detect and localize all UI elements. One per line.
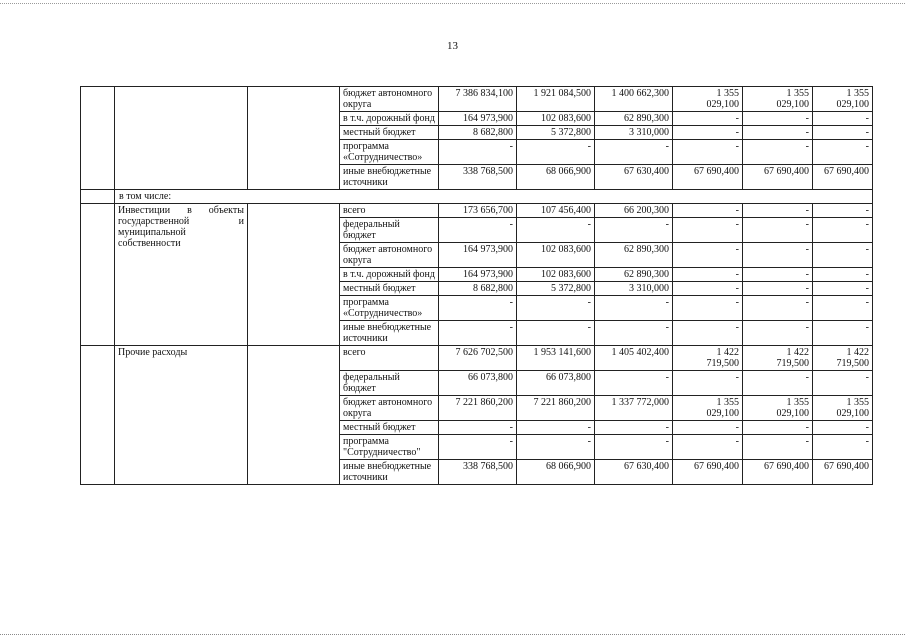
value-cell: [743, 218, 813, 243]
funding-source-cell: программа «Сотрудничество»: [340, 296, 439, 321]
value-text: -: [587, 322, 591, 333]
value-text: 1 422 719,500: [706, 347, 739, 369]
value-cell: [517, 243, 595, 268]
value-text: -: [509, 422, 513, 433]
value-cell: [439, 460, 517, 485]
value-cell: [673, 126, 743, 140]
value-cell: [743, 282, 813, 296]
value-text: 1 355 029,100: [706, 397, 739, 419]
value-text: -: [865, 436, 869, 447]
scan-edge-top: [0, 3, 905, 4]
value-cell: [743, 421, 813, 435]
value-text: 1 355 029,100: [776, 88, 809, 110]
value-text: 62 890,300: [624, 113, 669, 124]
value-text: 164 973,900: [463, 244, 513, 255]
value-cell: [517, 112, 595, 126]
value-text: -: [735, 127, 739, 138]
value-cell: [595, 321, 673, 346]
funding-source-cell: иные внебюджетные источники: [340, 460, 439, 485]
value-text: 66 073,800: [468, 372, 513, 383]
value-cell: [517, 435, 595, 460]
value-text: 66 073,800: [546, 372, 591, 383]
value-cell: [439, 346, 517, 371]
value-cell: [673, 112, 743, 126]
value-cell: [517, 218, 595, 243]
value-cell: [439, 218, 517, 243]
value-text: 1 355 029,100: [836, 397, 869, 419]
value-cell: [813, 112, 873, 126]
value-cell: [813, 87, 873, 112]
value-cell: [673, 421, 743, 435]
value-text: -: [865, 372, 869, 383]
value-cell: [673, 268, 743, 282]
value-cell: [439, 435, 517, 460]
value-text: 66 200,300: [624, 205, 669, 216]
value-cell: [517, 140, 595, 165]
value-cell: [743, 435, 813, 460]
page-number: 13: [447, 40, 458, 52]
value-cell: [439, 112, 517, 126]
value-cell: [673, 460, 743, 485]
value-text: 7 221 860,200: [455, 397, 513, 408]
value-cell: [813, 165, 873, 190]
value-cell: [439, 140, 517, 165]
value-text: -: [805, 244, 809, 255]
value-cell: [595, 346, 673, 371]
value-cell: [673, 396, 743, 421]
investments-name: Инвестиции в объекты государственной и муниципальной собственности: [115, 204, 248, 346]
value-text: 67 630,400: [624, 166, 669, 177]
funding-source-cell: иные внебюджетные источники: [340, 165, 439, 190]
value-text: -: [865, 244, 869, 255]
value-cell: [517, 371, 595, 396]
funding-source-cell: местный бюджет: [340, 126, 439, 140]
value-text: -: [587, 297, 591, 308]
value-text: 1 422 719,500: [836, 347, 869, 369]
value-cell: [595, 165, 673, 190]
value-text: -: [509, 322, 513, 333]
value-text: -: [735, 113, 739, 124]
value-text: -: [865, 113, 869, 124]
value-text: -: [665, 141, 669, 152]
value-cell: [439, 321, 517, 346]
funding-source-cell: бюджет автономного округа: [340, 243, 439, 268]
value-cell: [743, 204, 813, 218]
value-cell: [743, 165, 813, 190]
value-text: -: [735, 219, 739, 230]
value-text: -: [865, 141, 869, 152]
value-cell: [813, 243, 873, 268]
value-text: 102 083,600: [541, 269, 591, 280]
funding-source-cell: бюджет автономного округа: [340, 87, 439, 112]
value-cell: [595, 87, 673, 112]
value-text: 338 768,500: [463, 461, 513, 472]
value-cell: [813, 396, 873, 421]
value-text: -: [587, 219, 591, 230]
value-text: -: [805, 219, 809, 230]
value-cell: [743, 87, 813, 112]
value-text: 67 630,400: [624, 461, 669, 472]
value-text: 1 405 402,400: [611, 347, 669, 358]
value-text: 8 682,800: [473, 283, 513, 294]
value-cell: [595, 282, 673, 296]
value-text: -: [735, 372, 739, 383]
value-cell: [517, 87, 595, 112]
value-text: -: [865, 422, 869, 433]
scan-edge-bottom: [0, 634, 905, 635]
value-text: -: [805, 283, 809, 294]
value-cell: [813, 346, 873, 371]
value-text: -: [805, 297, 809, 308]
value-cell: [673, 204, 743, 218]
value-cell: [439, 165, 517, 190]
value-text: 1 422 719,500: [776, 347, 809, 369]
value-text: -: [805, 113, 809, 124]
value-text: 1 355 029,100: [706, 88, 739, 110]
value-cell: [813, 321, 873, 346]
value-cell: [743, 460, 813, 485]
funding-source-cell: федеральный бюджет: [340, 218, 439, 243]
table-body: [81, 87, 873, 485]
value-text: 5 372,800: [551, 127, 591, 138]
value-cell: [595, 435, 673, 460]
value-text: 67 690,400: [694, 166, 739, 177]
executor-cell: [248, 346, 340, 485]
value-text: 7 221 860,200: [533, 397, 591, 408]
value-cell: [673, 282, 743, 296]
value-cell: [813, 371, 873, 396]
value-text: -: [805, 269, 809, 280]
number-cell: [81, 346, 115, 485]
value-cell: [595, 268, 673, 282]
value-cell: [813, 435, 873, 460]
value-cell: [673, 243, 743, 268]
value-cell: [595, 218, 673, 243]
value-cell: [517, 126, 595, 140]
value-text: 1 355 029,100: [776, 397, 809, 419]
value-cell: [673, 321, 743, 346]
value-text: 5 372,800: [551, 283, 591, 294]
value-cell: [517, 396, 595, 421]
section-row: [81, 190, 873, 204]
value-cell: [813, 268, 873, 282]
value-cell: [595, 296, 673, 321]
funding-source-cell: всего: [340, 204, 439, 218]
value-text: -: [509, 219, 513, 230]
value-cell: [673, 296, 743, 321]
value-cell: [743, 268, 813, 282]
value-text: -: [805, 322, 809, 333]
value-text: -: [805, 141, 809, 152]
value-cell: [439, 243, 517, 268]
value-cell: [743, 243, 813, 268]
value-cell: [743, 296, 813, 321]
value-cell: [439, 87, 517, 112]
item-name-cell: [115, 87, 248, 190]
value-cell: [743, 321, 813, 346]
funding-source-cell: в т.ч. дорожный фонд: [340, 112, 439, 126]
value-text: -: [509, 436, 513, 447]
value-text: -: [865, 127, 869, 138]
value-cell: [595, 204, 673, 218]
value-cell: [743, 371, 813, 396]
number-cell: [81, 87, 115, 190]
value-text: 102 083,600: [541, 113, 591, 124]
value-cell: [813, 282, 873, 296]
value-cell: [517, 165, 595, 190]
table-row: [81, 87, 873, 112]
value-text: -: [865, 322, 869, 333]
executor-cell: [248, 204, 340, 346]
value-text: -: [587, 422, 591, 433]
value-text: 7 386 834,100: [455, 88, 513, 99]
funding-source-cell: иные внебюджетные источники: [340, 321, 439, 346]
number-cell: [81, 204, 115, 346]
value-text: 68 066,900: [546, 166, 591, 177]
value-cell: [517, 268, 595, 282]
value-text: -: [665, 322, 669, 333]
value-text: 67 690,400: [694, 461, 739, 472]
funding-source-cell: программа "Сотрудничество": [340, 435, 439, 460]
value-text: -: [805, 436, 809, 447]
value-text: -: [865, 205, 869, 216]
value-text: -: [735, 422, 739, 433]
budget-table: [80, 86, 873, 485]
section-label: в том числе:: [115, 190, 873, 204]
value-text: 338 768,500: [463, 166, 513, 177]
value-cell: [813, 460, 873, 485]
value-text: 67 690,400: [824, 461, 869, 472]
value-text: -: [735, 297, 739, 308]
value-text: -: [665, 297, 669, 308]
value-cell: [743, 346, 813, 371]
value-cell: [673, 218, 743, 243]
value-cell: [439, 126, 517, 140]
value-cell: [439, 396, 517, 421]
value-cell: [595, 140, 673, 165]
value-cell: [595, 126, 673, 140]
value-text: 173 656,700: [463, 205, 513, 216]
funding-source-cell: местный бюджет: [340, 421, 439, 435]
value-text: -: [805, 372, 809, 383]
value-text: -: [865, 269, 869, 280]
value-text: 3 310,000: [629, 127, 669, 138]
value-text: -: [509, 141, 513, 152]
funding-source-cell: федеральный бюджет: [340, 371, 439, 396]
value-cell: [517, 346, 595, 371]
value-text: -: [865, 283, 869, 294]
value-cell: [595, 112, 673, 126]
funding-source-cell: в т.ч. дорожный фонд: [340, 268, 439, 282]
value-text: -: [665, 219, 669, 230]
value-cell: [595, 460, 673, 485]
value-cell: [517, 204, 595, 218]
value-text: 1 921 084,500: [533, 88, 591, 99]
value-cell: [813, 204, 873, 218]
funding-source-cell: бюджет автономного округа: [340, 396, 439, 421]
value-cell: [439, 421, 517, 435]
value-text: 8 682,800: [473, 127, 513, 138]
value-cell: [517, 321, 595, 346]
value-cell: [439, 268, 517, 282]
value-text: 1 400 662,300: [611, 88, 669, 99]
value-text: 67 690,400: [764, 461, 809, 472]
value-cell: [517, 282, 595, 296]
value-text: -: [665, 422, 669, 433]
value-cell: [595, 371, 673, 396]
value-text: 107 456,400: [541, 205, 591, 216]
value-text: -: [665, 436, 669, 447]
value-cell: [595, 396, 673, 421]
funding-source-cell: всего: [340, 346, 439, 371]
value-cell: [813, 421, 873, 435]
value-text: -: [735, 205, 739, 216]
value-text: -: [805, 422, 809, 433]
value-cell: [673, 87, 743, 112]
value-text: -: [735, 141, 739, 152]
other-expenses-name: Прочие расходы: [115, 346, 248, 485]
value-cell: [813, 218, 873, 243]
value-text: -: [805, 127, 809, 138]
value-text: -: [735, 283, 739, 294]
value-cell: [813, 140, 873, 165]
value-text: 67 690,400: [824, 166, 869, 177]
table-row: [81, 204, 873, 218]
value-cell: [439, 282, 517, 296]
funding-source-cell: программа «Сотрудничество»: [340, 140, 439, 165]
value-cell: [439, 371, 517, 396]
value-text: 1 953 141,600: [533, 347, 591, 358]
value-text: -: [735, 269, 739, 280]
value-cell: [813, 296, 873, 321]
value-cell: [439, 296, 517, 321]
value-cell: [673, 346, 743, 371]
value-text: 1 355 029,100: [836, 88, 869, 110]
value-text: 68 066,900: [546, 461, 591, 472]
value-text: 67 690,400: [764, 166, 809, 177]
value-cell: [673, 435, 743, 460]
value-cell: [743, 126, 813, 140]
value-text: -: [587, 436, 591, 447]
value-cell: [673, 165, 743, 190]
value-cell: [743, 112, 813, 126]
value-text: -: [735, 436, 739, 447]
value-cell: [813, 126, 873, 140]
value-cell: [439, 204, 517, 218]
value-text: 164 973,900: [463, 113, 513, 124]
value-text: 62 890,300: [624, 269, 669, 280]
value-cell: [517, 460, 595, 485]
value-cell: [673, 371, 743, 396]
number-cell: [81, 190, 115, 204]
executor-cell: [248, 87, 340, 190]
value-cell: [517, 421, 595, 435]
value-text: -: [509, 297, 513, 308]
value-text: 7 626 702,500: [455, 347, 513, 358]
value-text: 102 083,600: [541, 244, 591, 255]
value-text: 164 973,900: [463, 269, 513, 280]
value-cell: [743, 140, 813, 165]
value-text: 62 890,300: [624, 244, 669, 255]
value-text: 3 310,000: [629, 283, 669, 294]
value-cell: [673, 140, 743, 165]
value-text: -: [735, 244, 739, 255]
table-row: [81, 346, 873, 371]
value-text: -: [805, 205, 809, 216]
value-text: -: [865, 297, 869, 308]
value-text: -: [735, 322, 739, 333]
value-cell: [595, 421, 673, 435]
value-text: -: [865, 219, 869, 230]
funding-source-cell: местный бюджет: [340, 282, 439, 296]
value-text: 1 337 772,000: [611, 397, 669, 408]
value-cell: [743, 396, 813, 421]
value-cell: [517, 296, 595, 321]
value-cell: [595, 243, 673, 268]
value-text: -: [587, 141, 591, 152]
value-text: -: [665, 372, 669, 383]
